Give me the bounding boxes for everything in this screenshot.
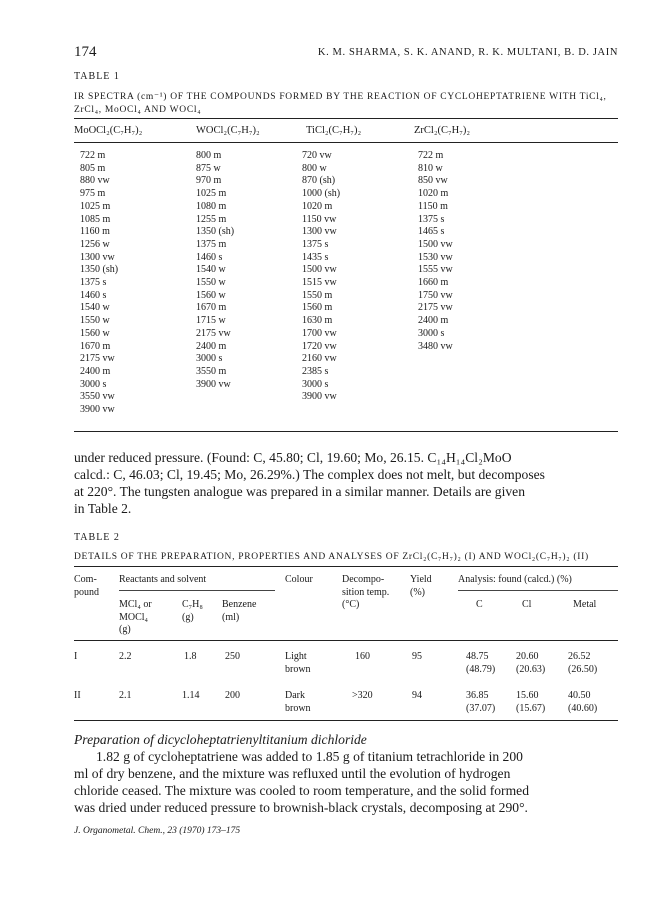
ir-band-value: 1025 m [196,188,227,200]
t2-head-yield: Yield (%) [410,574,432,598]
ir-band-value: 3900 vw [302,391,337,403]
para2-line: chloride ceased. The mixture was cooled to room temperature, and the solid formed [74,783,529,798]
ir-band-value: 870 (sh) [302,175,336,187]
ir-band-value: 3480 vw [418,340,453,352]
t2-row1-colour: Light brown [285,651,311,675]
t2-head-c7h8: C₇H₈ (g) [182,599,203,623]
ir-band-value: 2400 m [80,365,111,377]
ir-band-value: 3000 s [302,378,329,390]
ir-band-value: 2175 vw [418,302,453,314]
ir-band-value: 1670 m [80,340,111,352]
para1-line: at 220°. The tungsten analogue was prepared in a similar manner. Details are given [74,484,525,499]
ir-band-value: 800 m [196,150,222,161]
ir-band-value: 2385 s [302,365,329,377]
ir-band-value: 800 w [302,162,327,174]
t2-head-decomp: Decompo- sition temp. (°C) [342,574,390,610]
ir-band-value: 1300 vw [302,226,337,238]
table1-col-mo [80,150,118,417]
ir-band-value: 1080 m [196,200,227,212]
t2-row1-metal: 26.52 (26.50) [568,651,598,675]
t2-row1-yield: 95 [412,651,422,662]
table1-caption-line1: IR SPECTRA (cm⁻¹) OF THE COMPOUNDS FORMED BY THE REACTION OF CYCLOHEPTATRIENE WITH TiCl₄, [74,92,607,102]
ir-band-value: 1540 w [196,264,226,276]
table2-label: TABLE 2 [74,532,120,543]
ir-band-value: 1630 m [302,315,333,327]
para2-line: ml of dry benzene, and the mixture was refluxed until the evolution of hydrogen [74,766,511,781]
ir-band-value: 1375 m [196,238,227,250]
ir-band-value: 1085 m [80,213,111,225]
table2-top-rule [74,566,618,567]
ir-band-value: 2160 vw [302,353,337,365]
table1-top-rule [74,118,618,119]
table2-bottom-rule [74,720,618,721]
ir-band-value: 1715 w [196,315,226,327]
t2-head-c: C [476,599,483,610]
ir-band-value: 1550 m [302,289,333,301]
t2-head-colour: Colour [285,574,313,585]
ir-band-value: 1020 m [302,200,333,212]
ir-band-value: 1435 s [302,251,329,263]
ir-band-value: 3550 vw [80,391,115,403]
t2-reactants-rule [119,590,275,591]
t2-analysis-rule [458,590,618,591]
ir-band-value: 1560 w [80,327,110,339]
table2-caption: DETAILS OF THE PREPARATION, PROPERTIES AND ANALYSES OF ZrCl₂(C₇H₇)₂ (I) AND WOCl₂(C₇H₇)₂ (II) [74,552,589,562]
ir-band-value: 975 m [80,188,106,200]
table1-col-w [196,150,234,391]
ir-band-value: 1255 m [196,213,227,225]
ir-band-value: 1560 w [196,289,226,301]
ir-band-value: 1375 s [418,213,445,225]
ir-band-value: 1020 m [418,188,449,200]
ir-band-value: 1530 vw [418,251,453,263]
ir-band-value: 1300 vw [80,251,115,263]
table1-bottom-rule [74,431,618,432]
t2-head-analysis: Analysis: found (calcd.) (%) [458,574,572,585]
table1-col-header-mo: MoOCl₂(C₇H₇)₂ [74,125,143,136]
t2-row2-decomp: >320 [352,690,373,701]
t2-row2-yield: 94 [412,690,422,701]
ir-band-value: 2400 m [418,315,449,327]
ir-band-value: 1560 m [302,302,333,314]
table1-label: TABLE 1 [74,71,120,82]
ir-band-value: 1375 s [302,238,329,250]
t2-row2-metal: 40.50 (40.60) [568,690,598,714]
table1-col-header-w: WOCl₂(C₇H₇)₂ [196,125,260,136]
t2-head-mcl: MCl₄ or MOCl₄ (g) [119,599,152,635]
t2-row1-benzene: 250 [225,651,240,662]
ir-band-value: 850 vw [418,175,448,187]
ir-band-value: 1000 (sh) [302,188,341,200]
ir-band-value: 3550 m [196,365,227,377]
table1-col-ti [302,150,340,404]
ir-band-value: 1550 w [80,315,110,327]
ir-band-value: 1720 vw [302,340,337,352]
ir-band-value: 3900 vw [80,404,115,416]
t2-row2-mcl: 2.1 [119,690,132,701]
ir-band-value: 1540 w [80,302,110,314]
ir-band-value: 1460 s [80,289,107,301]
ir-band-value: 1500 vw [302,264,337,276]
para1-line: in Table 2. [74,501,132,516]
t2-head-compound: Com- pound [74,574,99,598]
ir-band-value: 1160 m [80,226,110,238]
ir-band-value: 1670 m [196,302,227,314]
para1-line: calcd.: C, 46.03; Cl, 19.45; Mo, 26.29%.) The complex does not melt, but decomposes [74,467,545,482]
t2-row1-decomp: 160 [355,651,370,662]
journal-footer: J. Organometal. Chem., 23 (1970) 173–175 [74,826,241,836]
ir-band-value: 722 m [80,150,106,161]
ir-band-value: 720 vw [302,150,332,161]
t2-row1-c: 48.75 (48.79) [466,651,496,675]
ir-band-value: 1256 w [80,238,110,250]
ir-band-value: 3000 s [80,378,107,390]
t2-row2-c: 36.85 (37.07) [466,690,496,714]
para1-line: under reduced pressure. (Found: C, 45.80; Cl, 19.60; Mo, 26.15. C₁₄H₁₄Cl₂MoO [74,450,512,465]
ir-band-value: 1555 vw [418,264,453,276]
ir-band-value: 880 vw [80,175,110,187]
t2-row1-compound: I [74,651,78,662]
t2-head-benzene: Benzene (ml) [222,599,257,623]
ir-band-value: 805 m [80,162,106,174]
t2-row2-colour: Dark brown [285,690,311,714]
ir-band-value: 1515 vw [302,277,337,289]
table1-header-rule [74,142,618,143]
t2-row1-cl: 20.60 (20.63) [516,651,546,675]
ir-band-value: 1375 s [80,277,107,289]
t2-row1-c7h8: 1.8 [184,651,197,662]
ir-band-value: 1025 m [80,200,111,212]
table1-caption-line2: ZrCl₄, MoOCl₄ AND WOCl₄ [74,105,202,115]
ir-band-value: 3000 s [418,327,445,339]
t2-row1-mcl: 2.2 [119,651,132,662]
t2-row2-c7h8: 1.14 [182,690,200,701]
section-heading: Preparation of dicycloheptatrienyltitanium dichloride [74,732,367,747]
table2-header-rule [74,640,618,641]
ir-band-value: 1660 m [418,277,449,289]
t2-head-cl: Cl [522,599,532,610]
ir-band-value: 1700 vw [302,327,337,339]
t2-row2-cl: 15.60 (15.67) [516,690,546,714]
ir-band-value: 1150 vw [302,213,337,225]
ir-band-value: 1750 vw [418,289,453,301]
ir-band-value: 722 m [418,150,444,161]
ir-band-value: 3900 vw [196,378,231,390]
page-number: 174 [74,44,97,60]
ir-band-value: 970 m [196,175,222,187]
ir-band-value: 1350 (sh) [196,226,235,238]
body-paragraph-2 [74,748,618,816]
ir-band-value: 1460 s [196,251,223,263]
t2-row2-compound: II [74,690,81,701]
ir-band-value: 2175 vw [80,353,115,365]
ir-band-value: 1550 w [196,277,226,289]
ir-band-value: 2175 vw [196,327,231,339]
ir-band-value: 810 w [418,162,443,174]
ir-band-value: 1150 m [418,200,448,212]
ir-band-value: 3000 s [196,353,223,365]
table1-col-header-ti: TiCl₂(C₇H₇)₂ [306,125,362,136]
table1-col-zr [418,150,453,353]
ir-band-value: 2400 m [196,340,227,352]
ir-band-value: 875 w [196,162,221,174]
para2-line: was dried under reduced pressure to brownish-black crystals, decomposing at 290°. [74,800,528,815]
para2-line: 1.82 g of cycloheptatriene was added to 1.85 g of titanium tetrachloride in 200 [96,749,523,764]
t2-row2-benzene: 200 [225,690,240,701]
ir-band-value: 1350 (sh) [80,264,119,276]
t2-head-reactants: Reactants and solvent [119,574,207,585]
table1-col-header-zr: ZrCl₂(C₇H₇)₂ [414,125,471,136]
t2-head-metal: Metal [573,599,597,610]
body-paragraph-1 [74,449,618,517]
ir-band-value: 1500 vw [418,238,453,250]
running-header-authors: K. M. SHARMA, S. K. ANAND, R. K. MULTANI, B. D. JAIN [317,47,618,58]
ir-band-value: 1465 s [418,226,445,238]
